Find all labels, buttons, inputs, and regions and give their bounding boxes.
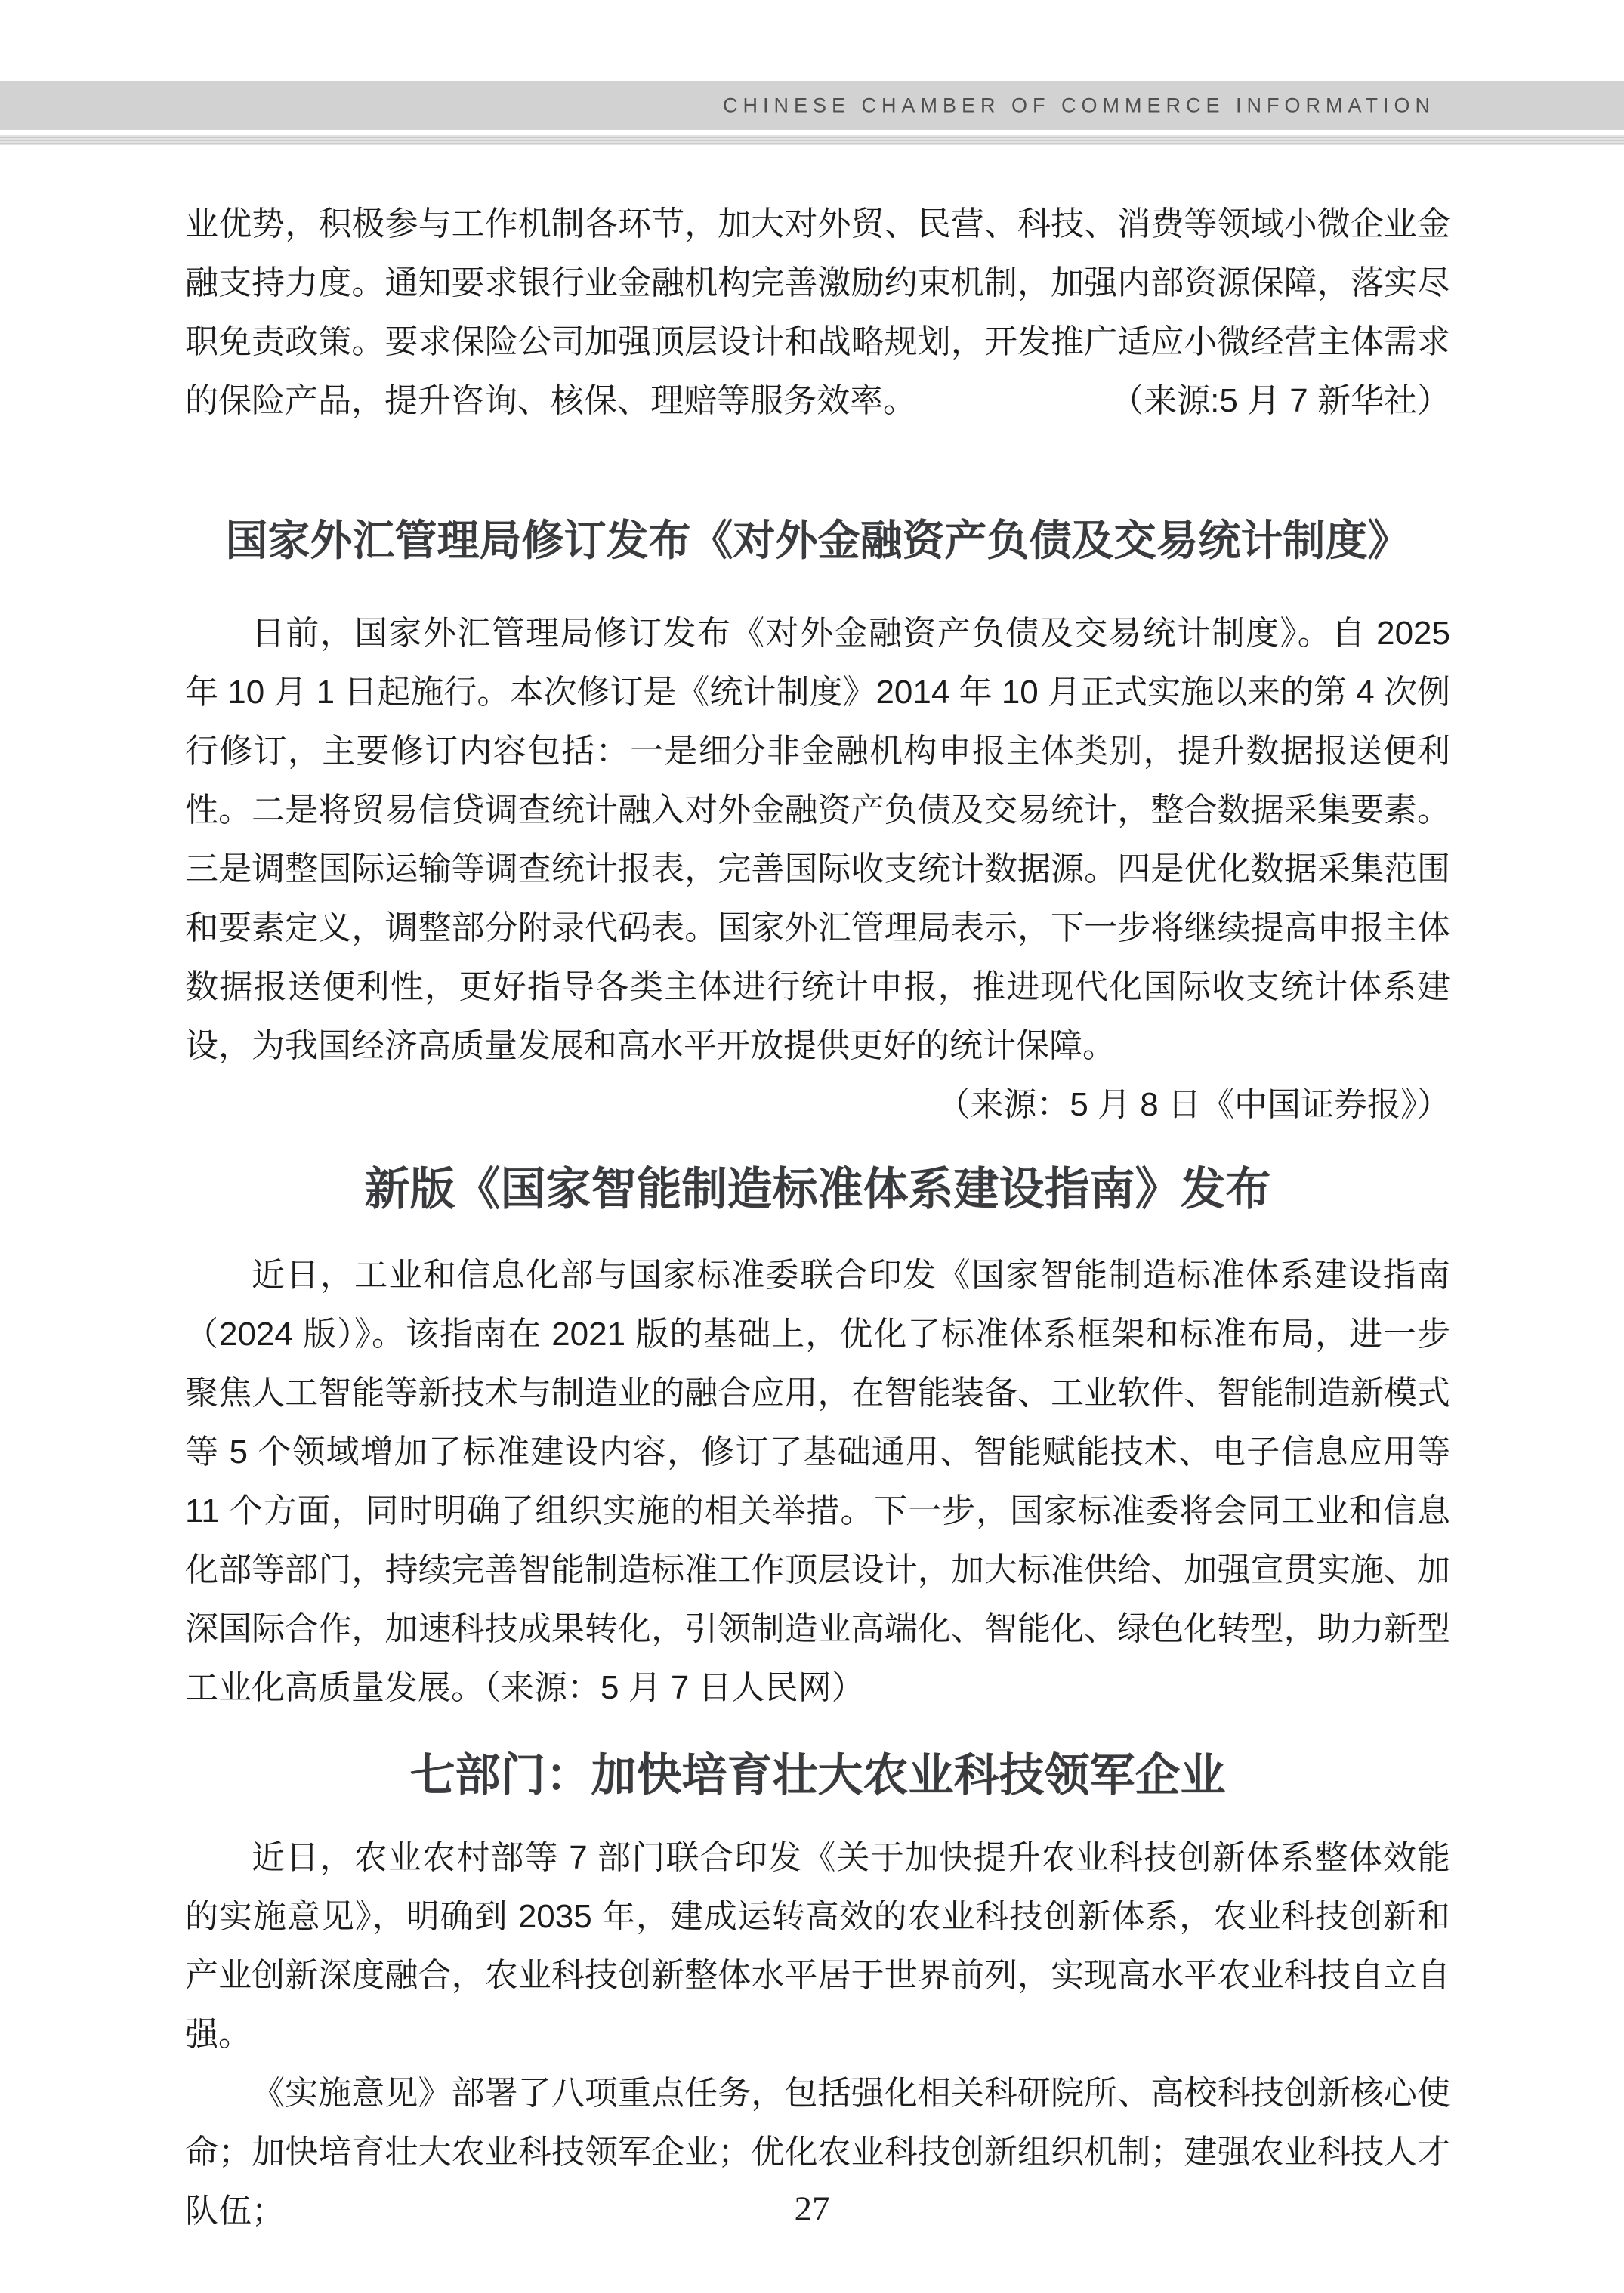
header-stripes-divider [0, 135, 1624, 145]
page-number: 27 [794, 2190, 830, 2229]
source-citation: （来源：5 月 8 日《中国证券报》） [937, 1086, 1450, 1123]
article-manufacturing-paragraph [185, 1246, 1450, 1717]
article-smb-finance-paragraph [185, 195, 1450, 431]
source-citation: （来源：5 月 7 日人民网） [484, 1669, 865, 1706]
article-safe-heading: 国家外汇管理局修订发布《对外金融资产负债及交易统计制度》 [225, 517, 1410, 564]
paragraph-text: 近日，工业和信息化部与国家标准委联合印发《国家智能制造标准体系建设指南（2024 版）》。该指南在 2021 版的基础上，优化了标准体系框架和标准布局，进一步聚焦人工智能等新技术与制造业的融合应用，在智能装备、工业软件、智能制造新模式等 5 个领域增加了标准建设内容，修订了基础通用、智能赋能技术、电子信息应用等 11 个方面，同时明确了组织实施的相关举措。下一步，国家标准委将会同工业和信息化部等部门，持续完善智能制造标准工作顶层设计，加大标准供给、加强宣贯实施、加深国际合作，加速科技成果转化，引领制造业高端化、智能化、绿色化转型，助力新型工业化高质量发展。 [185, 1257, 1450, 1706]
article-manufacturing-heading: 新版《国家智能制造标准体系建设指南》发布 [364, 1164, 1271, 1214]
header-banner-text: CHINESE CHAMBER OF COMMERCE INFORMATION [722, 94, 1435, 116]
paragraph-text: 日前，国家外汇管理局修订发布《对外金融资产负债及交易统计制度》。自 2025 年 10 月 1 日起施行。本次修订是《统计制度》2014 年 10 月正式实施以来的第 4 次例行修订，主要修订内容包括：一是细分非金融机构申报主体类别，提升数据报送便利性。二是将贸易信贷调查统计融入对外金融资产负债及交易统计，整合数据采集要素。三是调整国际运输等调查统计报表，完善国际收支统计数据源。四是优化数据采集范围和要素定义，调整部分附录代码表。国家外汇管理局表示，下一步将继续提高申报主体数据报送便利性，更好指导各类主体进行统计申报，推进现代化国际收支统计体系建设，为我国经济高质量发展和高水平开放提供更好的统计保障。 [185, 615, 1450, 1064]
paragraph-text: 业优势，积极参与工作机制各环节，加大对外贸、民营、科技、消费等领域小微企业金融支持力度。通知要求银行业金融机构完善激励约束机制，加强内部资源保障，落实尽职免责政策。要求保险公司加强顶层设计和战略规划，开发推广适应小微经营主体需求的保险产品，提升咨询、核保、理赔等服务效率。 [185, 205, 1450, 419]
header-band [0, 81, 1624, 130]
source-citation: （来源:5 月 7 新华社） [1110, 382, 1450, 419]
article-safe-paragraph [185, 604, 1450, 1134]
paragraph-text: 《实施意见》部署了八项重点任务，包括强化相关科研院所、高校科技创新核心使命；加快培育壮大农业科技领军企业；优化农业科技创新组织机制；建强农业科技人才队伍； [185, 2075, 1450, 2230]
article-agriculture-paragraphs [185, 1829, 1450, 2241]
paragraph-text: 近日，农业农村部等 7 部门联合印发《关于加快提升农业科技创新体系整体效能的实施意见》，明确到 2035 年，建成运转高效的农业科技创新体系，农业科技创新和产业创新深度融合，农业科技创新整体水平居于世界前列，实现高水平农业科技自立自强。 [185, 1839, 1450, 2053]
article-agriculture-heading: 七部门：加快培育壮大农业科技领军企业 [409, 1750, 1226, 1801]
